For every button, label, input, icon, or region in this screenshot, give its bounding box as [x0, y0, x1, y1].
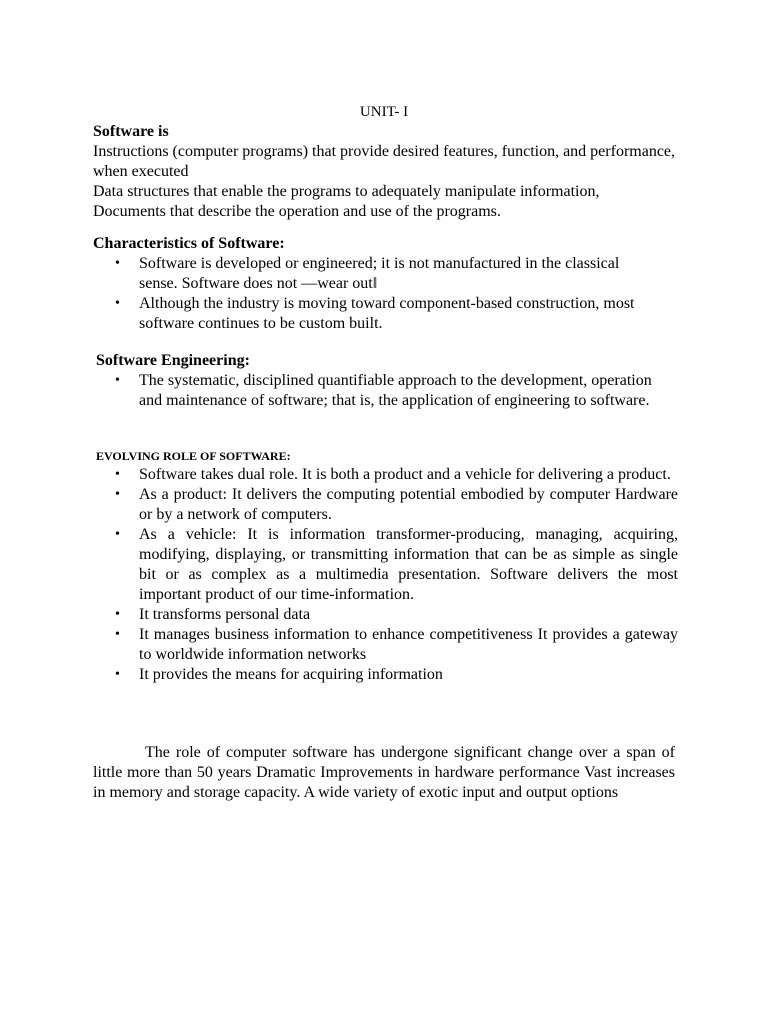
bullet-icon: •	[115, 607, 120, 622]
list-item	[93, 625, 678, 665]
list-item-text: Although the industry is moving toward component-based construction, most software continues to be custom built.	[139, 295, 635, 332]
list-item-text: Software takes dual role. It is both a product and a vehicle for delivering a product.	[139, 466, 671, 483]
bullet-icon: •	[115, 667, 120, 682]
bullet-icon: •	[115, 467, 120, 482]
software-is-heading: Software is	[93, 123, 169, 140]
software-is-line-3: Documents that describe the operation and use of the programs.	[93, 203, 501, 220]
bullet-icon: •	[115, 296, 120, 311]
software-engineering-heading: Software Engineering:	[96, 352, 250, 369]
list-item	[93, 371, 652, 411]
list-item	[93, 294, 653, 334]
list-item	[93, 465, 678, 485]
characteristics-list	[93, 254, 653, 334]
closing-paragraph: The role of computer software has undergone significant change over a span of little more than 50 years Dramatic Improvements in hardware performance Vast increases in memory and storage capacity. A wide variety of exotic input and output options	[93, 744, 675, 801]
evolving-role-list	[93, 465, 678, 685]
list-item-text: The systematic, disciplined quantifiable approach to the development, operation and maintenance of software; that is, the application of engineering to software.	[139, 372, 652, 409]
bullet-icon: •	[115, 256, 120, 271]
list-item-text: As a vehicle: It is information transformer-producing, managing, acquiring, modifying, displaying, or transmitting information that can be as simple as single bit or as complex as a multimedia presentation. Software delivers the most important product of our time-information.	[139, 526, 678, 603]
list-item	[93, 254, 653, 294]
evolving-role-section	[96, 448, 678, 685]
list-item	[93, 605, 678, 625]
software-is-line-1: Instructions (computer programs) that provide desired features, function, and performance, when executed	[93, 143, 676, 180]
list-item-text: It manages business information to enhance competitiveness It provides a gateway to worldwide information networks	[139, 626, 678, 663]
unit-title: UNIT- I	[359, 104, 409, 120]
list-item-text: It provides the means for acquiring information	[139, 666, 443, 683]
list-item	[93, 665, 678, 685]
list-item-text: Software is developed or engineered; it is not manufactured in the classical sense. Software does not —wear out‖	[139, 255, 620, 292]
bullet-icon: •	[115, 487, 120, 502]
bullet-icon: •	[115, 627, 120, 642]
evolving-role-heading: EVOLVING ROLE OF SOFTWARE:	[96, 449, 291, 463]
characteristics-section	[93, 234, 653, 334]
software-engineering-list	[93, 371, 652, 411]
list-item	[93, 485, 678, 525]
list-item	[93, 525, 678, 605]
bullet-icon: •	[115, 527, 120, 542]
characteristics-heading: Characteristics of Software:	[93, 235, 285, 252]
list-item-text: As a product: It delivers the computing potential embodied by computer Hardware or by a network of computers.	[139, 486, 678, 523]
software-is-line-2: Data structures that enable the programs to adequately manipulate information,	[93, 183, 600, 200]
list-item-text: It transforms personal data	[139, 606, 311, 623]
bullet-icon: •	[115, 373, 120, 388]
software-is-section	[93, 122, 683, 222]
software-engineering-section	[96, 351, 652, 411]
